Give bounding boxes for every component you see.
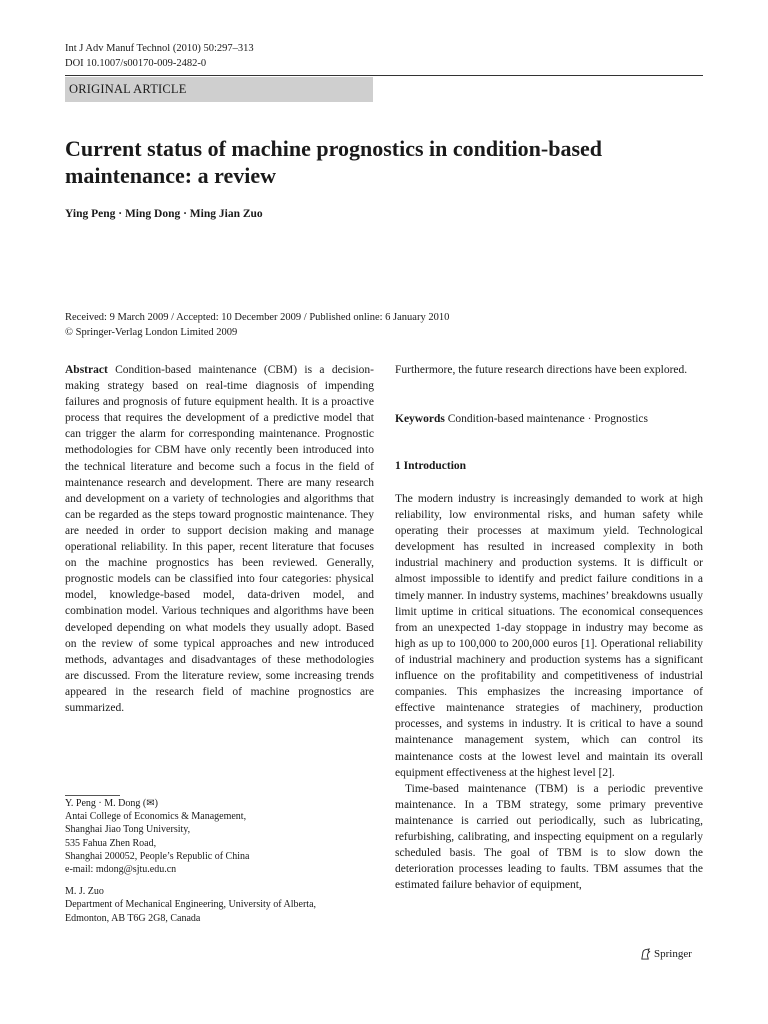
article-type-banner: ORIGINAL ARTICLE <box>65 77 373 102</box>
keywords-label: Keywords <box>395 413 445 425</box>
introduction-body <box>395 491 703 893</box>
publisher-name: Springer <box>654 948 692 960</box>
affil-line: Y. Peng · M. Dong (✉) <box>65 798 158 809</box>
intro-paragraph-2: Time-based maintenance (TBM) is a periodic preventive maintenance. In a TBM strategy, some primary preventive maintenance is carried out periodically, such as lubricating, refurbishing, calibrating, and inspecting equipment on a regularly scheduled basis. The goal of TBM is to slow down the deterioration processes leading to faults. TBM assumes that the estimated failure behavior of equipment, <box>395 782 703 892</box>
affil-line: Shanghai 200052, People’s Republic of China <box>65 850 250 862</box>
affiliations <box>65 797 374 925</box>
affil-line: Shanghai Jiao Tong University, <box>65 824 191 836</box>
journal-line: Int J Adv Manuf Technol (2010) 50:297–313 <box>65 43 254 54</box>
author-list: Ying Peng · Ming Dong · Ming Jian Zuo <box>65 208 263 220</box>
paper-title: Current status of machine prognostics in condition-based maintenance: a review <box>65 136 603 188</box>
affil-line: Edmonton, AB T6G 2G8, Canada <box>65 912 201 924</box>
publisher-footer <box>640 948 692 960</box>
abstract-text: Condition-based maintenance (CBM) is a decision-making strategy based on real-time diagnosis of impending failures and prognosis of future equipment health. It is a proactive process that requires the development of a predictive model that can trigger the alarm for corresponding maintenance. Prognostic methodologies for CBM have only recently been introduced into the technical literature and become such a focus in the field of maintenance research and development. There are many research and development on a variety of technologies and algorithms that can be regarded as the steps toward prognostic maintenance. They are needed in order to support decision making and manage operational reliability. In this paper, recent literature that focuses on the machine prognostics has been reviewed. Generally, prognostic models can be classified into four categories: physical model, knowledge-based model, data-driven model, and combination model. Various techniques and algorithms have been developed depending on what models they usually adopt. Based on the review of some typical approaches and new introduced methods, advantages and disadvantages of these methodologies are discussed. From the literature review, some increasing trends appeared in the research field of machine prognostics are summarized. <box>65 364 375 714</box>
abstract <box>65 362 374 716</box>
keywords-text: Condition-based maintenance · Prognostics <box>447 413 648 425</box>
header-rule <box>65 75 703 76</box>
copyright-line: © Springer-Verlag London Limited 2009 <box>65 327 238 338</box>
section-heading-introduction: 1 Introduction <box>395 460 467 472</box>
intro-paragraph-1: The modern industry is increasingly demanded to work at high reliability, low environmental risks, and human safety while operating their processes at maximum yield. Technological development has resulted in increased complexity in both industrial machinery and production systems. It is difficult or almost impossible to identify and predict failure conditions in a timely manner. In industry systems, machines’ breakdowns usually limit uptime in critical situations. The economical consequences from an unexpected 1-day stoppage in industry may become as high as up to 100,000 to 200,000 euros [1]. Operational reliability of industrial machinery and production systems has a significant influence on the profitability and competitiveness of industrial companies. This emphasizes the increasing importance of effective maintenance strategies of machinery, production processes, and systems in industry. It is critical to have a sound maintenance management system, which can control its maintenance costs at the lowest level and maintain its overall equipment effectiveness at the highest level [2]. <box>395 493 703 779</box>
affiliation-separator <box>65 795 120 796</box>
abstract-continuation: Furthermore, the future research directions have been explored. <box>395 364 688 376</box>
affil-line: 535 Fahua Zhen Road, <box>65 837 157 849</box>
dates-line: Received: 9 March 2009 / Accepted: 10 December 2009 / Published online: 6 January 2010 <box>65 312 450 323</box>
publication-dates <box>65 310 705 340</box>
abstract-label: Abstract <box>65 364 108 376</box>
affil-email: e-mail: mdong@sjtu.edu.cn <box>65 864 177 876</box>
keywords <box>395 411 703 427</box>
springer-horse-icon <box>640 948 651 960</box>
affil-line: M. J. Zuo <box>65 886 104 898</box>
journal-citation <box>65 41 254 71</box>
affil-line: Department of Mechanical Engineering, University of Alberta, <box>65 899 317 911</box>
affil-line: Antai College of Economics & Management, <box>65 811 247 823</box>
doi-line: DOI 10.1007/s00170-009-2482-0 <box>65 58 207 69</box>
